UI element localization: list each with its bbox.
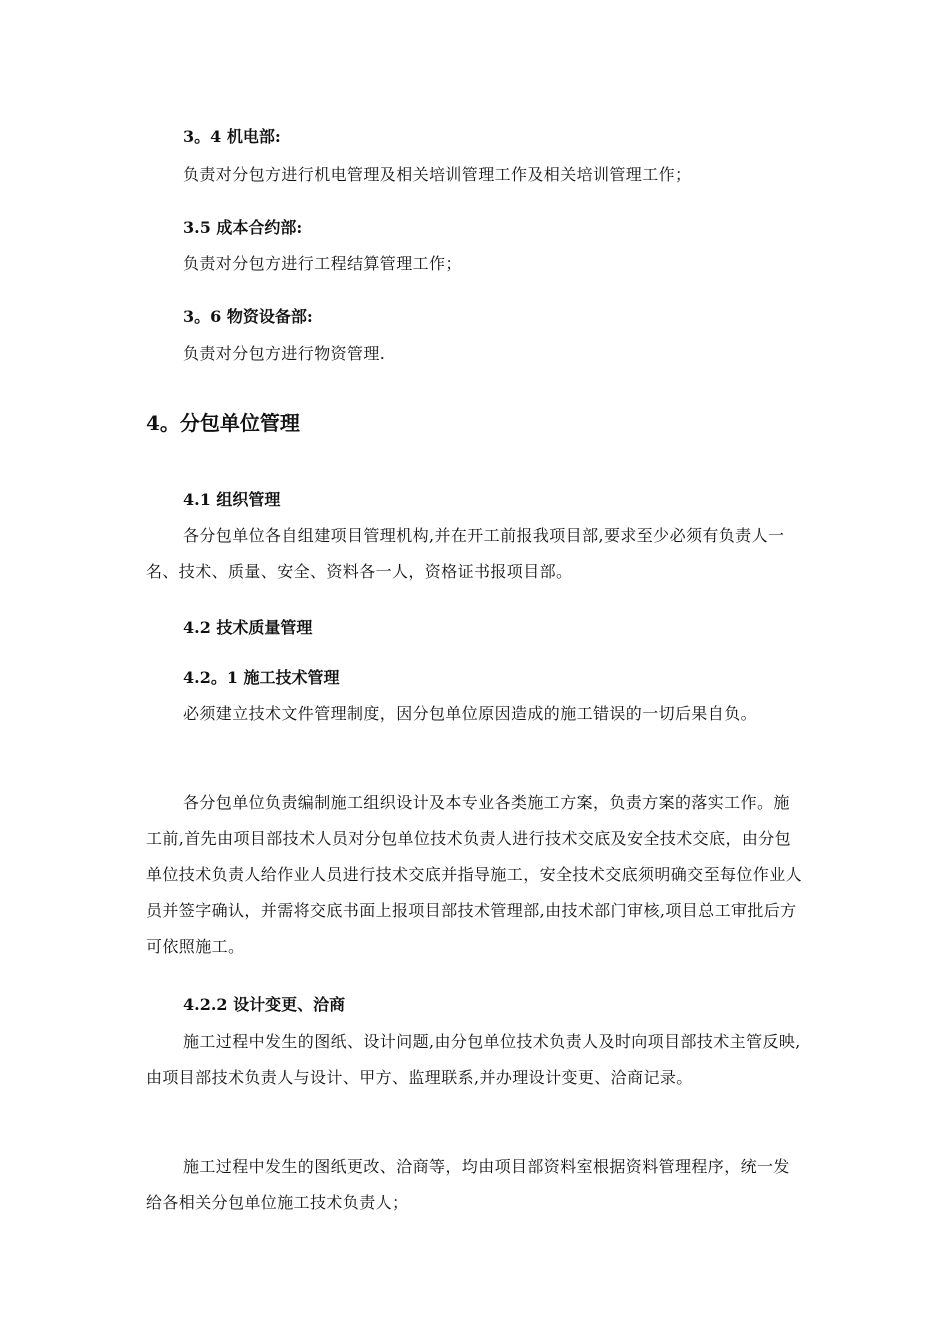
section-4-2-2-heading: 4.2.2 设计变更、洽商 (183, 995, 346, 1014)
section-4-2-1-heading: 4.2。1 施工技术管理 (183, 668, 340, 687)
section-4-2-2-paragraph-1-content: 施工过程中发生的图纸、设计问题,由分包单位技术负责人及时向项目部技术主管反映,由项目部技术负责人与设计、甲方、监理联系,并办理设计变更、洽商记录。 (146, 1032, 801, 1087)
section-4-2-1-paragraph-2 (146, 785, 806, 965)
section-4-2-1-paragraph-1-content: 必须建立技术文件管理制度，因分包单位原因造成的施工错误的一切后果自负。 (183, 704, 758, 723)
section-3-6-text: 负责对分包方进行物资管理. (183, 344, 386, 363)
section-3-6-heading: 3。6 物资设备部: (183, 307, 313, 326)
section-4-1-text-content: 各分包单位各自组建项目管理机构,并在开工前报我项目部,要求至少必须有负责人一名、技术、质量、安全、资料各一人，资格证书报项目部。 (146, 526, 785, 581)
section-4-2-2-paragraph-1 (146, 1024, 806, 1096)
section-4-2-heading: 4.2 技术质量管理 (183, 618, 313, 637)
section-4-1-text (146, 518, 806, 590)
section-4-2-2-paragraph-2-content: 施工过程中发生的图纸更改、洽商等，均由项目部资料室根据资料管理程序，统一发给各相关分包单位施工技术负责人； (146, 1157, 790, 1212)
section-4-2-1-paragraph-1 (146, 696, 806, 732)
section-3-5-heading: 3.5 成本合约部: (183, 218, 303, 237)
section-3-5-text: 负责对分包方进行工程结算管理工作； (183, 254, 462, 273)
section-4-2-1-paragraph-2-content: 各分包单位负责编制施工组织设计及本专业各类施工方案，负责方案的落实工作。施工前,首先由项目部技术人员对分包单位技术负责人进行技术交底及安全技术交底，由分包单位技术负责人给作业人员进行技术交底并指导施工，安全技术交底须明确交至每位作业人员并签字确认，并需将交底书面上报项目部技术管理部,由技术部门审核,项目总工审批后方可依照施工。 (146, 793, 803, 956)
section-3-4-text: 负责对分包方进行机电管理及相关培训管理工作及相关培训管理工作； (183, 165, 692, 184)
section-4-2-2-paragraph-2 (146, 1149, 806, 1221)
section-3-4-heading: 3。4 机电部: (183, 127, 281, 146)
section-4-1-heading: 4.1 组织管理 (183, 490, 281, 509)
section-4-heading: 4。分包单位管理 (146, 411, 300, 435)
